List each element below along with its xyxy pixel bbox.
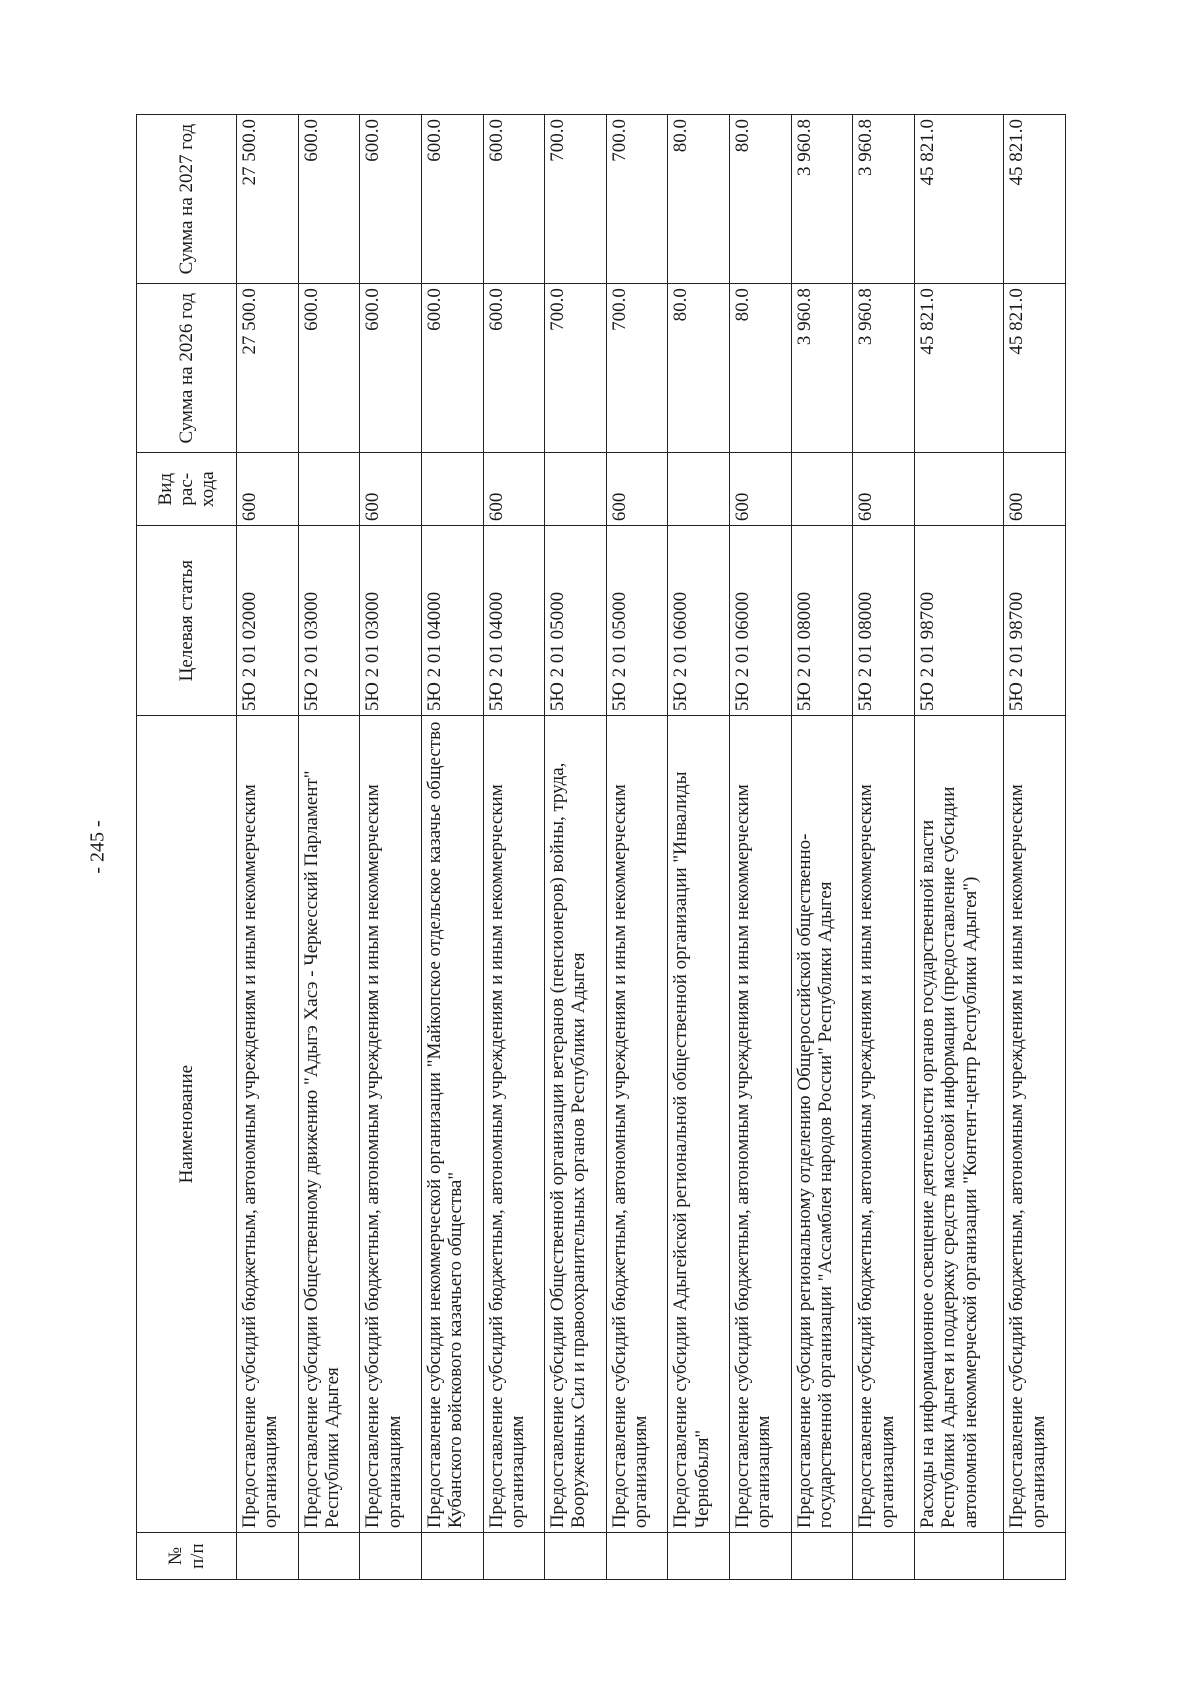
- row-sum-2026: 45 821.0: [915, 284, 1004, 453]
- row-name: Расходы на информационное освещение деятельности органов государственной власти Республики Адыгея и поддержку средств массовой информации (предоставление субсидии автономной некоммерческой организации "Контент-центр Республики Адыгея"): [915, 716, 1004, 1533]
- row-sum-2027: 600.0: [483, 115, 545, 284]
- header-sum-2026: Сумма на 2026 год: [137, 284, 237, 453]
- row-sum-2027: 700.0: [545, 115, 607, 284]
- page-number: - 245 -: [86, 820, 109, 874]
- row-sum-2027: 80.0: [730, 115, 792, 284]
- row-kind: [421, 453, 483, 526]
- row-sum-2026: 45 821.0: [1004, 284, 1066, 453]
- row-code: 5Ю 2 01 08000: [853, 526, 915, 716]
- row-no: [791, 1533, 853, 1580]
- row-no: [421, 1533, 483, 1580]
- row-kind: 600: [483, 453, 545, 526]
- row-kind: 600: [237, 453, 299, 526]
- row-name: Предоставление субсидии некоммерческой организации "Майкопское отдельское казачье общество Кубанского войскового казачьего общества": [421, 716, 483, 1533]
- table-header-row: [137, 115, 237, 1580]
- row-kind: 600: [1004, 453, 1066, 526]
- row-no: [606, 1533, 668, 1580]
- row-code: 5Ю 2 01 98700: [915, 526, 1004, 716]
- table-row: [915, 115, 1004, 1580]
- row-sum-2026: 600.0: [298, 284, 360, 453]
- table-row: [298, 115, 360, 1580]
- row-name: Предоставление субсидий бюджетным, автономным учреждениям и иным некоммерческим организациям: [1004, 716, 1066, 1533]
- table-row: [791, 115, 853, 1580]
- row-sum-2026: 3 960.8: [853, 284, 915, 453]
- row-kind: [298, 453, 360, 526]
- header-no: № п/п: [137, 1533, 237, 1580]
- row-no: [668, 1533, 730, 1580]
- header-code: Целевая статья: [137, 526, 237, 716]
- table-row: [545, 115, 607, 1580]
- budget-table: [136, 114, 1066, 1580]
- row-kind: 600: [606, 453, 668, 526]
- row-sum-2026: 80.0: [668, 284, 730, 453]
- row-no: [298, 1533, 360, 1580]
- table-row: [483, 115, 545, 1580]
- header-sum-2027: Сумма на 2027 год: [137, 115, 237, 284]
- row-no: [730, 1533, 792, 1580]
- header-kind: Вид рас-хода: [137, 453, 237, 526]
- row-code: 5Ю 2 01 03000: [360, 526, 422, 716]
- row-sum-2027: 700.0: [606, 115, 668, 284]
- row-sum-2027: 600.0: [298, 115, 360, 284]
- row-sum-2027: 600.0: [360, 115, 422, 284]
- row-kind: [915, 453, 1004, 526]
- row-name: Предоставление субсидии Общественному движению "Адыгэ Хасэ - Черкесский Парламент" Республики Адыгея: [298, 716, 360, 1533]
- table-row: [730, 115, 792, 1580]
- row-sum-2027: 3 960.8: [791, 115, 853, 284]
- header-name: Наименование: [137, 716, 237, 1533]
- row-kind: [545, 453, 607, 526]
- row-name: Предоставление субсидии Адыгейской региональной общественной организации "Инвалиды Чернобыля": [668, 716, 730, 1533]
- row-sum-2026: 700.0: [606, 284, 668, 453]
- row-name: Предоставление субсидий бюджетным, автономным учреждениям и иным некоммерческим организациям: [730, 716, 792, 1533]
- row-name: Предоставление субсидий бюджетным, автономным учреждениям и иным некоммерческим организациям: [606, 716, 668, 1533]
- row-no: [483, 1533, 545, 1580]
- row-kind: 600: [360, 453, 422, 526]
- row-sum-2026: 80.0: [730, 284, 792, 453]
- row-sum-2026: 27 500.0: [237, 284, 299, 453]
- row-code: 5Ю 2 01 02000: [237, 526, 299, 716]
- row-sum-2027: 27 500.0: [237, 115, 299, 284]
- table-row: [853, 115, 915, 1580]
- row-kind: 600: [730, 453, 792, 526]
- row-sum-2026: 600.0: [421, 284, 483, 453]
- row-no: [545, 1533, 607, 1580]
- row-no: [237, 1533, 299, 1580]
- row-code: 5Ю 2 01 05000: [545, 526, 607, 716]
- row-code: 5Ю 2 01 04000: [483, 526, 545, 716]
- row-sum-2027: 80.0: [668, 115, 730, 284]
- row-code: 5Ю 2 01 08000: [791, 526, 853, 716]
- table-row: [237, 115, 299, 1580]
- row-name: Предоставление субсидий бюджетным, автономным учреждениям и иным некоммерческим организациям: [483, 716, 545, 1533]
- row-sum-2026: 3 960.8: [791, 284, 853, 453]
- row-no: [853, 1533, 915, 1580]
- table-row: [421, 115, 483, 1580]
- row-sum-2026: 600.0: [360, 284, 422, 453]
- row-sum-2027: 600.0: [421, 115, 483, 284]
- row-code: 5Ю 2 01 03000: [298, 526, 360, 716]
- table-row: [668, 115, 730, 1580]
- row-name: Предоставление субсидии региональному отделению Общероссийской общественно-государственной организации "Ассамблея народов России" Республики Адыгея: [791, 716, 853, 1533]
- row-name: Предоставление субсидий бюджетным, автономным учреждениям и иным некоммерческим организациям: [853, 716, 915, 1533]
- row-sum-2026: 600.0: [483, 284, 545, 453]
- table-row: [1004, 115, 1066, 1580]
- row-code: 5Ю 2 01 05000: [606, 526, 668, 716]
- row-no: [915, 1533, 1004, 1580]
- row-sum-2027: 3 960.8: [853, 115, 915, 284]
- row-sum-2027: 45 821.0: [1004, 115, 1066, 284]
- row-kind: [668, 453, 730, 526]
- row-code: 5Ю 2 01 06000: [730, 526, 792, 716]
- row-sum-2026: 700.0: [545, 284, 607, 453]
- table-row: [606, 115, 668, 1580]
- table-row: [360, 115, 422, 1580]
- row-kind: [791, 453, 853, 526]
- row-name: Предоставление субсидий бюджетным, автономным учреждениям и иным некоммерческим организациям: [360, 716, 422, 1533]
- row-kind: 600: [853, 453, 915, 526]
- row-code: 5Ю 2 01 04000: [421, 526, 483, 716]
- row-name: Предоставление субсидий бюджетным, автономным учреждениям и иным некоммерческим организациям: [237, 716, 299, 1533]
- row-name: Предоставление субсидии Общественной организации ветеранов (пенсионеров) войны, труда, Вооруженных Сил и правоохранительных органов Республики Адыгея: [545, 716, 607, 1533]
- row-no: [360, 1533, 422, 1580]
- row-sum-2027: 45 821.0: [915, 115, 1004, 284]
- row-code: 5Ю 2 01 98700: [1004, 526, 1066, 716]
- row-no: [1004, 1533, 1066, 1580]
- rotated-page: [136, 114, 1066, 1580]
- row-code: 5Ю 2 01 06000: [668, 526, 730, 716]
